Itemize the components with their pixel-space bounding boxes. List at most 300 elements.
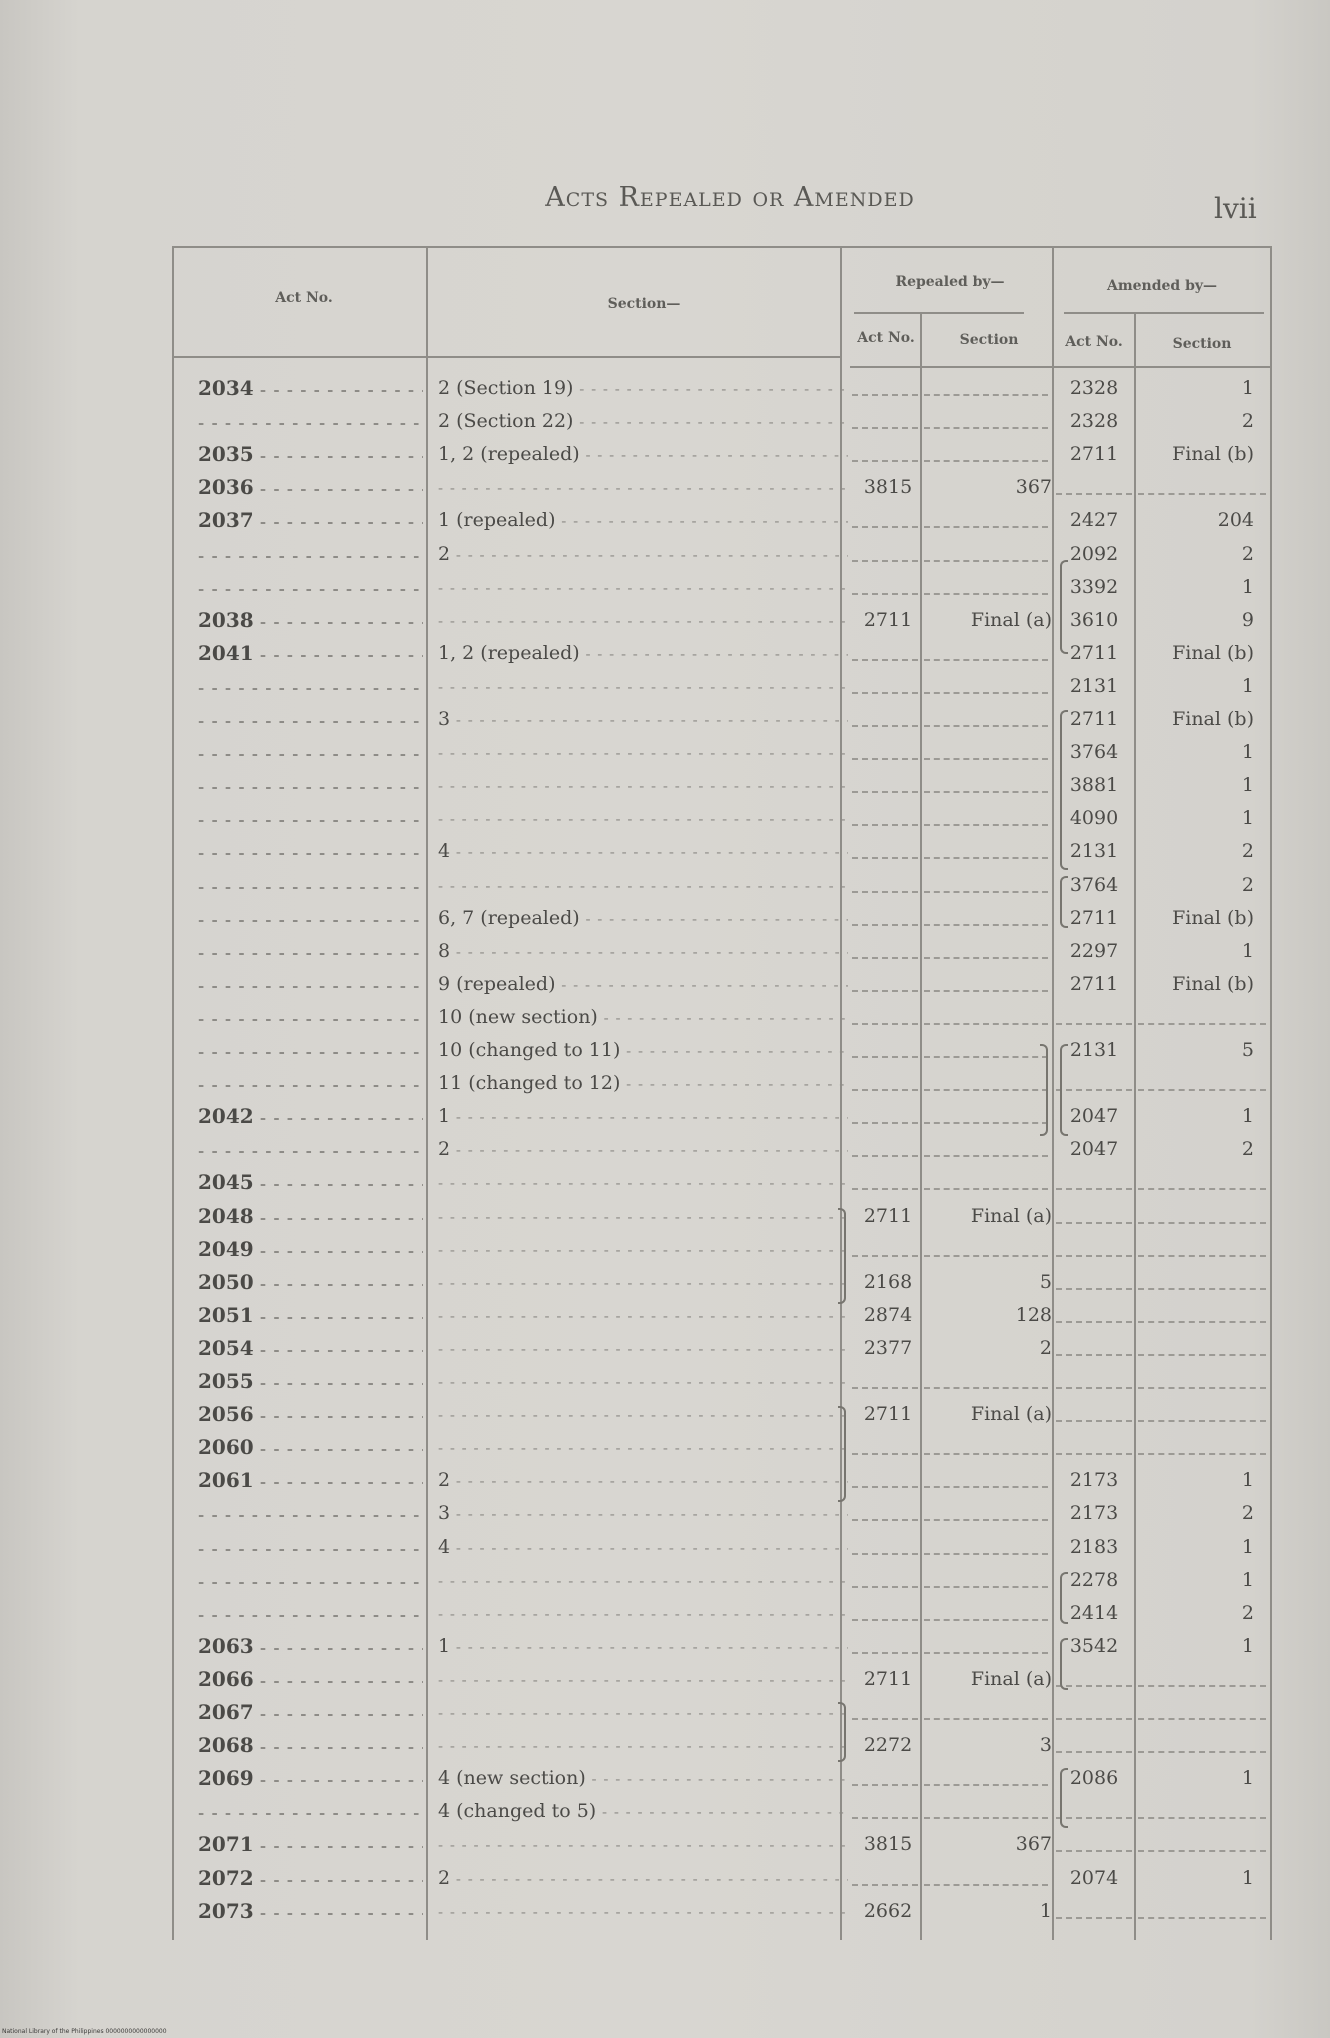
repealed-section-cell: 3: [1039, 1734, 1052, 1757]
leader-dash: [1056, 1751, 1132, 1753]
act-no-cell: [198, 703, 423, 736]
leader-dash: [1056, 1453, 1132, 1455]
act-no-cell: [198, 405, 423, 438]
section-cell: 4 (new section) - - -: [438, 1762, 848, 1795]
act-no-cell: 2054 - - -: [198, 1332, 423, 1365]
table-row: [174, 670, 1272, 703]
section-cell: 1, 2 (repealed) - - -: [438, 637, 848, 670]
amended-section-cell: Final (b): [1172, 708, 1254, 730]
leader-dash: [852, 791, 918, 793]
leader-dash: [924, 957, 1048, 959]
col-repealed-act-no: Act No.: [857, 330, 915, 346]
amended-act-cell: 2131: [1069, 674, 1119, 697]
section-cell: [438, 736, 848, 769]
col-amended-act-no: Act No.: [1065, 334, 1123, 350]
act-no-cell: 2036 - - -: [198, 471, 423, 504]
leader-dash: [1056, 493, 1132, 495]
table-row: [174, 1895, 1272, 1928]
leader-dash: [924, 1817, 1048, 1819]
amended-act-cell: 2427: [1069, 509, 1119, 532]
brace-2041-3: [1060, 710, 1068, 870]
leader-dash: [924, 891, 1048, 893]
amended-section-cell: 2: [1241, 1502, 1254, 1525]
header-rule-repealed: [854, 312, 1024, 314]
brace-2041-10: [1040, 1044, 1048, 1136]
repealed-act-cell: [850, 1597, 926, 1630]
section-cell: 9 (repealed) - - -: [438, 968, 848, 1001]
amended-section-cell: [1138, 1067, 1268, 1100]
amended-act-cell: 2173: [1069, 1502, 1119, 1525]
leader-dash: [852, 460, 918, 462]
repealed-section-cell: [930, 1034, 1058, 1067]
repealed-section-cell: [930, 1497, 1058, 1530]
table-row: [174, 1365, 1272, 1398]
repealed-section-cell: [930, 1166, 1058, 1199]
table-row: [174, 1630, 1272, 1663]
leader-dash: [852, 1553, 918, 1555]
leader-dash: [924, 593, 1048, 595]
section-cell: [438, 1266, 848, 1299]
repealed-section-cell: [930, 1795, 1058, 1828]
leader-dash: [924, 758, 1048, 760]
leader-dash: [924, 427, 1048, 429]
repealed-act-cell: [850, 1862, 926, 1895]
amended-section-cell: [1138, 1200, 1268, 1233]
brace-2066: [838, 1702, 846, 1762]
repealed-section-cell: [930, 1431, 1058, 1464]
table-row: [174, 1828, 1272, 1861]
header-rule-left: [174, 356, 840, 358]
amended-section-cell: 1: [1241, 741, 1254, 764]
act-no-cell: [198, 736, 423, 769]
amended-section-cell: [1138, 1828, 1268, 1861]
act-no-cell: [198, 1001, 423, 1034]
amended-act-cell: 2092: [1069, 542, 1119, 565]
leader-dash: [924, 1089, 1048, 1091]
table-row: [174, 1597, 1272, 1630]
leader-dash: [924, 1155, 1048, 1157]
repealed-act-cell: [850, 1630, 926, 1663]
amended-act-cell: 2328: [1069, 410, 1119, 433]
act-no-cell: 2061 - - -: [198, 1464, 423, 1497]
leader-dash: [924, 692, 1048, 694]
leader-dash: [1056, 1420, 1132, 1422]
repealed-act-cell: [850, 902, 926, 935]
section-cell: [438, 869, 848, 902]
amended-section-cell: 2: [1241, 410, 1254, 433]
amended-act-cell: [1052, 1729, 1136, 1762]
amended-act-cell: 2711: [1069, 906, 1119, 929]
repealed-act-cell: [850, 935, 926, 968]
section-cell: [438, 1398, 848, 1431]
table-row: [174, 1299, 1272, 1332]
brace-2045: [838, 1208, 846, 1304]
repealed-act-cell: 2874: [863, 1303, 913, 1326]
section-cell: [438, 1564, 848, 1597]
repealed-section-cell: [930, 1100, 1058, 1133]
repealed-act-cell: [850, 372, 926, 405]
section-cell: [438, 1597, 848, 1630]
table-row: [174, 637, 1272, 670]
amended-act-cell: 2131: [1069, 840, 1119, 863]
act-no-cell: 2056 - - -: [198, 1398, 423, 1431]
act-no-cell: 2050 - - -: [198, 1266, 423, 1299]
table-row: [174, 1332, 1272, 1365]
repealed-section-cell: [930, 1630, 1058, 1663]
leader-dash: [852, 824, 918, 826]
act-no-cell: [198, 1531, 423, 1564]
col-amended-section: Section: [1172, 336, 1232, 352]
table-row: [174, 769, 1272, 802]
leader-dash: [1056, 1255, 1132, 1257]
brace-2037: [1060, 560, 1068, 654]
table-row: [174, 438, 1272, 471]
table-row: [174, 1729, 1272, 1762]
repealed-section-cell: [930, 1564, 1058, 1597]
section-cell: 10 (new section) - - -: [438, 1001, 848, 1034]
leader-dash: [924, 857, 1048, 859]
leader-dash: [924, 824, 1048, 826]
leader-dash: [924, 791, 1048, 793]
table-row: [174, 1133, 1272, 1166]
amended-section-cell: [1138, 1729, 1268, 1762]
leader-dash: [1056, 1850, 1132, 1852]
leader-dash: [924, 1519, 1048, 1521]
section-cell: [438, 769, 848, 802]
leader-dash: [1138, 1453, 1266, 1455]
amended-act-cell: [1052, 1895, 1136, 1928]
section-cell: [438, 471, 848, 504]
leader-dash: [1056, 1354, 1132, 1356]
amended-section-cell: [1138, 1001, 1268, 1034]
brace-2063: [1060, 1638, 1068, 1690]
amended-section-cell: 1: [1241, 774, 1254, 797]
section-cell: [438, 1365, 848, 1398]
leader-dash: [924, 1255, 1048, 1257]
section-cell: 8 - - -: [438, 935, 848, 968]
amended-act-cell: [1052, 1166, 1136, 1199]
repealed-section-cell: [930, 703, 1058, 736]
amended-act-cell: [1052, 1431, 1136, 1464]
amended-section-cell: [1138, 1795, 1268, 1828]
leader-dash: [852, 725, 918, 727]
leader-dash: [852, 526, 918, 528]
leader-dash: [924, 1718, 1048, 1720]
act-no-cell: [198, 1067, 423, 1100]
table-row: [174, 1431, 1272, 1464]
repealed-act-cell: [850, 1497, 926, 1530]
amended-section-cell: [1138, 1266, 1268, 1299]
section-cell: 1 - - -: [438, 1100, 848, 1133]
amended-section-cell: [1138, 1365, 1268, 1398]
repealed-section-cell: [930, 1067, 1058, 1100]
act-no-cell: 2055 - - -: [198, 1365, 423, 1398]
act-no-cell: [198, 835, 423, 868]
section-cell: [438, 1200, 848, 1233]
leader-dash: [924, 725, 1048, 727]
act-no-cell: 2045 - - -: [198, 1166, 423, 1199]
amended-section-cell: 1: [1241, 575, 1254, 598]
brace-2131: [1060, 1044, 1068, 1136]
repealed-section-cell: [930, 736, 1058, 769]
repealed-section-cell: [930, 372, 1058, 405]
amended-act-cell: [1052, 1332, 1136, 1365]
repealed-section-cell: [930, 869, 1058, 902]
table-row: [174, 1398, 1272, 1431]
table-row: [174, 968, 1272, 1001]
act-no-cell: [198, 935, 423, 968]
table-row: [174, 1034, 1272, 1067]
leader-dash: [852, 1486, 918, 1488]
amended-act-cell: 2711: [1069, 443, 1119, 466]
repealed-section-cell: [930, 1233, 1058, 1266]
leader-dash: [852, 1122, 918, 1124]
leader-dash: [1138, 1321, 1266, 1323]
repealed-act-cell: [850, 1795, 926, 1828]
leader-dash: [1138, 1255, 1266, 1257]
act-no-cell: [198, 769, 423, 802]
amended-act-cell: 2047: [1069, 1105, 1119, 1128]
leader-dash: [1138, 1288, 1266, 1290]
amended-section-cell: [1138, 1332, 1268, 1365]
table-row: [174, 1497, 1272, 1530]
repealed-act-cell: [850, 835, 926, 868]
repealed-act-cell: [850, 1034, 926, 1067]
section-cell: 6, 7 (repealed) - - -: [438, 902, 848, 935]
leader-dash: [1138, 1387, 1266, 1389]
leader-dash: [852, 1387, 918, 1389]
section-cell: 4 - - -: [438, 835, 848, 868]
brace-2041-4: [1060, 876, 1068, 928]
act-no-cell: 2051 - - -: [198, 1299, 423, 1332]
section-cell: [438, 1696, 848, 1729]
repealed-act-cell: 3815: [863, 1833, 913, 1856]
amended-act-cell: 2086: [1069, 1767, 1119, 1790]
leader-dash: [924, 924, 1048, 926]
amended-act-cell: [1052, 1233, 1136, 1266]
amended-section-cell: 2: [1241, 542, 1254, 565]
leader-dash: [1138, 1188, 1266, 1190]
leader-dash: [852, 659, 918, 661]
leader-dash: [1138, 1917, 1266, 1919]
leader-dash: [852, 1817, 918, 1819]
act-no-cell: [198, 869, 423, 902]
leader-dash: [1056, 1188, 1132, 1190]
section-cell: 1 - - -: [438, 1630, 848, 1663]
repealed-act-cell: [850, 1564, 926, 1597]
leader-dash: [1138, 1354, 1266, 1356]
leader-dash: [924, 1387, 1048, 1389]
leader-dash: [924, 1784, 1048, 1786]
act-no-cell: 2041 - - -: [198, 637, 423, 670]
repealed-section-cell: 2: [1039, 1336, 1052, 1359]
act-no-cell: 2034 - - -: [198, 372, 423, 405]
repealed-act-cell: [850, 968, 926, 1001]
page-title: Acts Repealed or Amended: [545, 182, 915, 213]
amended-section-cell: Final (b): [1172, 972, 1254, 995]
repealed-section-cell: Final (a): [970, 1204, 1052, 1227]
page-number: lvii: [1214, 192, 1257, 225]
repealed-section-cell: [930, 968, 1058, 1001]
act-no-cell: 2060 - - -: [198, 1431, 423, 1464]
leader-dash: [1138, 1023, 1266, 1025]
section-cell: [438, 1729, 848, 1762]
amended-act-cell: 2711: [1069, 641, 1119, 664]
act-no-cell: 2067 - - -: [198, 1696, 423, 1729]
repealed-act-cell: 2662: [863, 1899, 913, 1922]
section-cell: 4 (changed to 5) - - -: [438, 1795, 848, 1828]
repealed-section-cell: [930, 1762, 1058, 1795]
amended-section-cell: 2: [1241, 1601, 1254, 1624]
repealed-section-cell: Final (a): [970, 1403, 1052, 1426]
repealed-section-cell: 1: [1039, 1899, 1052, 1922]
amended-act-cell: 2047: [1069, 1138, 1119, 1161]
amended-act-cell: [1052, 1299, 1136, 1332]
leader-dash: [852, 1652, 918, 1654]
act-no-cell: 2035 - - -: [198, 438, 423, 471]
amended-section-cell: 1: [1241, 1535, 1254, 1558]
act-no-cell: [198, 1497, 423, 1530]
amended-section-cell: [1138, 1895, 1268, 1928]
table-row: [174, 1200, 1272, 1233]
table-row: [174, 1067, 1272, 1100]
act-no-cell: 2069 - - -: [198, 1762, 423, 1795]
repealed-act-cell: 2711: [863, 608, 913, 631]
leader-dash: [924, 460, 1048, 462]
amended-section-cell: 9: [1241, 608, 1254, 631]
amended-act-cell: [1052, 1398, 1136, 1431]
section-cell: 1, 2 (repealed) - - -: [438, 438, 848, 471]
leader-dash: [924, 1188, 1048, 1190]
leader-dash: [1138, 1685, 1266, 1687]
leader-dash: [924, 659, 1048, 661]
leader-dash: [852, 1586, 918, 1588]
repealed-section-cell: [930, 769, 1058, 802]
table-row: [174, 1762, 1272, 1795]
leader-dash: [924, 1884, 1048, 1886]
repealed-act-cell: [850, 1001, 926, 1034]
section-cell: [438, 604, 848, 637]
amended-act-cell: 3610: [1069, 608, 1119, 631]
amended-section-cell: [1138, 1299, 1268, 1332]
amended-section-cell: 1: [1241, 1105, 1254, 1128]
amended-act-cell: 2278: [1069, 1568, 1119, 1591]
amended-act-cell: 3764: [1069, 741, 1119, 764]
repealed-act-cell: [850, 1365, 926, 1398]
repealed-section-cell: [930, 802, 1058, 835]
leader-dash: [852, 1089, 918, 1091]
section-cell: 2 - - -: [438, 1133, 848, 1166]
repealed-section-cell: [930, 1696, 1058, 1729]
amended-section-cell: 1: [1241, 674, 1254, 697]
amended-section-cell: Final (b): [1172, 641, 1254, 664]
table-row: [174, 1663, 1272, 1696]
leader-dash: [1138, 1850, 1266, 1852]
leader-dash: [1056, 1023, 1132, 1025]
amended-act-cell: 4090: [1069, 807, 1119, 830]
act-no-cell: 2072 - - -: [198, 1862, 423, 1895]
amended-section-cell: [1138, 1233, 1268, 1266]
section-cell: [438, 670, 848, 703]
repealed-act-cell: [850, 1531, 926, 1564]
leader-dash: [1138, 1718, 1266, 1720]
repealed-act-cell: 3815: [863, 476, 913, 499]
leader-dash: [852, 1023, 918, 1025]
table-row: [174, 935, 1272, 968]
leader-dash: [924, 990, 1048, 992]
repealed-act-cell: [850, 703, 926, 736]
leader-dash: [852, 957, 918, 959]
leader-dash: [852, 1619, 918, 1621]
leader-dash: [1138, 1222, 1266, 1224]
amended-act-cell: 2328: [1069, 377, 1119, 399]
amended-section-cell: Final (b): [1172, 443, 1254, 466]
act-no-cell: 2038 - - -: [198, 604, 423, 637]
leader-dash: [1056, 1718, 1132, 1720]
act-no-cell: 2068 - - -: [198, 1729, 423, 1762]
amended-act-cell: [1052, 1365, 1136, 1398]
amended-act-cell: [1052, 1200, 1136, 1233]
amended-section-cell: [1138, 1663, 1268, 1696]
section-cell: [438, 1332, 848, 1365]
repealed-act-cell: [850, 802, 926, 835]
leader-dash: [924, 1619, 1048, 1621]
amended-act-cell: 2711: [1069, 972, 1119, 995]
repealed-section-cell: [930, 504, 1058, 537]
act-no-cell: 2049 - - -: [198, 1233, 423, 1266]
amended-section-cell: [1138, 471, 1268, 504]
act-no-cell: 2048 - - -: [198, 1200, 423, 1233]
leader-dash: [852, 990, 918, 992]
amended-act-cell: [1052, 1828, 1136, 1861]
leader-dash: [852, 593, 918, 595]
section-cell: 4 - - -: [438, 1531, 848, 1564]
leader-dash: [924, 1586, 1048, 1588]
amended-section-cell: [1138, 1166, 1268, 1199]
section-cell: [438, 1233, 848, 1266]
section-cell: [438, 1895, 848, 1928]
repealed-act-cell: [850, 1233, 926, 1266]
amended-act-cell: [1052, 1696, 1136, 1729]
table-row: [174, 1001, 1272, 1034]
table-row: [174, 1464, 1272, 1497]
section-cell: 10 (changed to 11) - - -: [438, 1034, 848, 1067]
repealed-act-cell: [850, 504, 926, 537]
act-no-cell: [198, 571, 423, 604]
repealed-act-cell: [850, 1431, 926, 1464]
table-row: [174, 604, 1272, 637]
act-no-cell: 2073 - - -: [198, 1895, 423, 1928]
amended-section-cell: 1: [1241, 939, 1254, 962]
act-no-cell: [198, 902, 423, 935]
repealed-act-cell: [850, 405, 926, 438]
repealed-act-cell: 2377: [863, 1336, 913, 1359]
section-cell: 2 (Section 22) - - -: [438, 405, 848, 438]
leader-dash: [1056, 1288, 1132, 1290]
repealed-act-cell: [850, 637, 926, 670]
leader-dash: [852, 1784, 918, 1786]
leader-dash: [1056, 1917, 1132, 1919]
table-row: [174, 1233, 1272, 1266]
col-repealed-section: Section: [959, 332, 1019, 348]
table-row: [174, 835, 1272, 868]
repealed-section-cell: [930, 1133, 1058, 1166]
amended-section-cell: 5: [1241, 1039, 1254, 1061]
leader-dash: [852, 1453, 918, 1455]
amended-section-cell: 2: [1241, 873, 1254, 896]
leader-dash: [852, 560, 918, 562]
amended-section-cell: 204: [1217, 509, 1254, 532]
